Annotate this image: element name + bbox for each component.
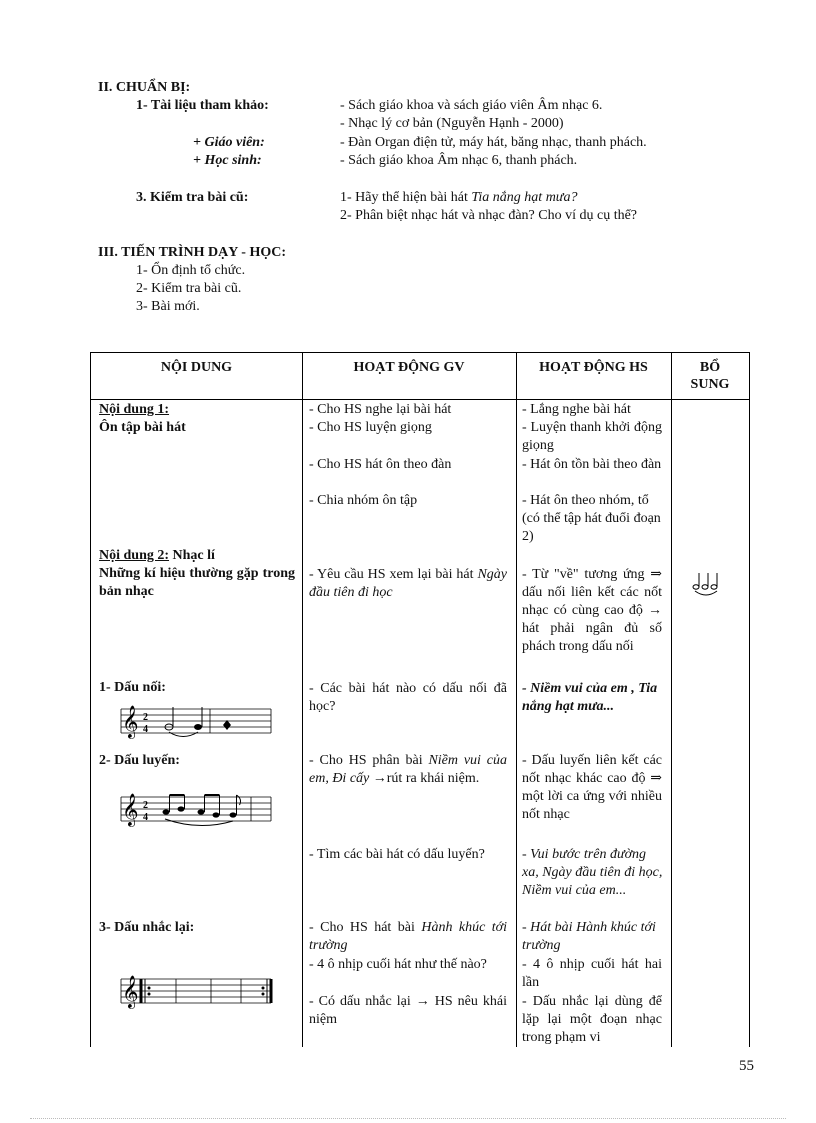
tied-notes-icon [691,571,721,597]
teacher-activity: - Chia nhóm ôn tập [309,493,418,508]
section3-title: III. TIẾN TRÌNH DẠY - HỌC: [98,245,286,260]
footer-divider [30,1118,786,1119]
student-activity: - Lắng nghe bài hát [522,402,631,417]
teacher-activity: - Có dấu nhắc lại → HS nêu khái niệm [309,994,507,1027]
svg-text:2: 2 [143,712,148,723]
slur-staff-illustration [121,789,281,833]
student-activity: - Hát bài Hành khúc tới trường [522,920,656,953]
step-item: 1- Ổn định tổ chức. [136,263,246,278]
teacher-activity: - Cho HS phân bài Niềm vui của em, Đi cấy →rút ra khái niệm. [309,753,507,786]
header-student: HOẠT ĐỘNG HS [539,360,648,375]
check-question-2: 2- Phân biệt nhạc hát và nhạc đàn? Cho ví dụ cụ thể? [340,208,638,223]
teacher-activity: - Cho HS hát bài Hành khúc tới trường [309,920,508,953]
teacher-activity: - Tìm các bài hát có dấu luyến? [309,847,485,862]
student-activity: - Dấu luyến liên kết các nốt nhạc khác cao độ ⇒ một lời ca ứng với nhiều nốt nhạc [522,753,662,822]
teacher-activity: - Cho HS hát ôn theo đàn [309,457,452,472]
svg-text:𝄞: 𝄞 [122,975,139,1008]
reference-label: 1- Tài liệu tham khảo: [136,98,269,113]
student-activity: - Hát ôn tồn bài theo đàn [522,457,662,472]
step-item: 2- Kiểm tra bài cũ. [136,281,242,296]
header-notes: BỔ SUNG [690,360,730,392]
lesson-table [90,352,750,1047]
student-activity: - Từ "về" tương ứng ⇒ dấu nối liên kết các nốt nhạc có cùng cao độ → hát phải ngân đủ số phách trong dấu nối [522,567,662,654]
item-tie: 1- Dấu nối: [99,680,166,695]
check-question-1: 1- Hãy thể hiện bài hát Tia nắng hạt mưa? [340,190,578,205]
teacher-activity: - Cho HS luyện giọng [309,420,432,435]
student-activity: - Luyện thanh khởi động giọng [522,420,662,453]
reference-item: - Nhạc lý cơ bản (Nguyễn Hạnh - 2000) [340,116,564,131]
svg-text:2: 2 [143,800,148,811]
content-1-label: Nội dung 1: [99,402,170,417]
student-activity: - Vui bước trên đường xa, Ngày đầu tiên đi học, Niềm vui của em... [522,847,663,898]
student-label: + Học sinh: [193,153,262,168]
teacher-activity: - Cho HS nghe lại bài hát [309,402,452,417]
check-label: 3. Kiểm tra bài cũ: [136,190,249,205]
item-slur: 2- Dấu luyến: [99,753,180,768]
teacher-activity: - Các bài hát nào có dấu nối đã học? [309,681,507,714]
content-2-title: Những kí hiệu thường gặp trong bản nhạc [99,566,295,599]
section2-title: II. CHUẨN BỊ: [98,80,191,95]
svg-text:𝄞: 𝄞 [122,793,139,826]
treble-clef-icon: 𝄞 [122,705,139,738]
student-activity: - 4 ô nhịp cuối hát hai lần [522,957,662,990]
student-activity: - Hát ôn theo nhóm, tổ (có thể tập hát đuổi đoạn 2) [522,493,661,544]
student-activity: - Niềm vui của em , Tia nắng hạt mưa... [522,681,658,714]
teacher-activity: - Yêu cầu HS xem lại bài hát Ngày đầu tiên đi học [309,567,507,600]
tie-staff-illustration [121,701,276,743]
content-2-label: Nội dung 2: Nhạc lí [99,548,215,563]
header-teacher: HOẠT ĐỘNG GV [353,360,465,375]
item-repeat: 3- Dấu nhắc lại: [99,920,195,935]
step-item: 3- Bài mới. [136,299,200,314]
reference-item: - Sách giáo khoa và sách giáo viên Âm nhạc 6. [340,98,603,113]
student-value: - Sách giáo khoa Âm nhạc 6, thanh phách. [340,153,578,168]
student-activity: - Dấu nhắc lại dùng để lặp lại một đoạn nhạc trong phạm vi [522,994,662,1045]
teacher-value: - Đàn Organ điện tử, máy hát, băng nhạc, thanh phách. [340,135,647,150]
svg-text:4: 4 [143,724,148,735]
header-content: NỘI DUNG [160,360,233,375]
repeat-staff-illustration [121,971,281,1015]
teacher-label: + Giáo viên: [193,135,265,150]
page-number: 55 [739,1058,754,1074]
content-1-title: Ôn tập bài hát [99,420,186,435]
teacher-activity: - 4 ô nhịp cuối hát như thế nào? [309,957,487,972]
svg-text:4: 4 [143,812,148,823]
